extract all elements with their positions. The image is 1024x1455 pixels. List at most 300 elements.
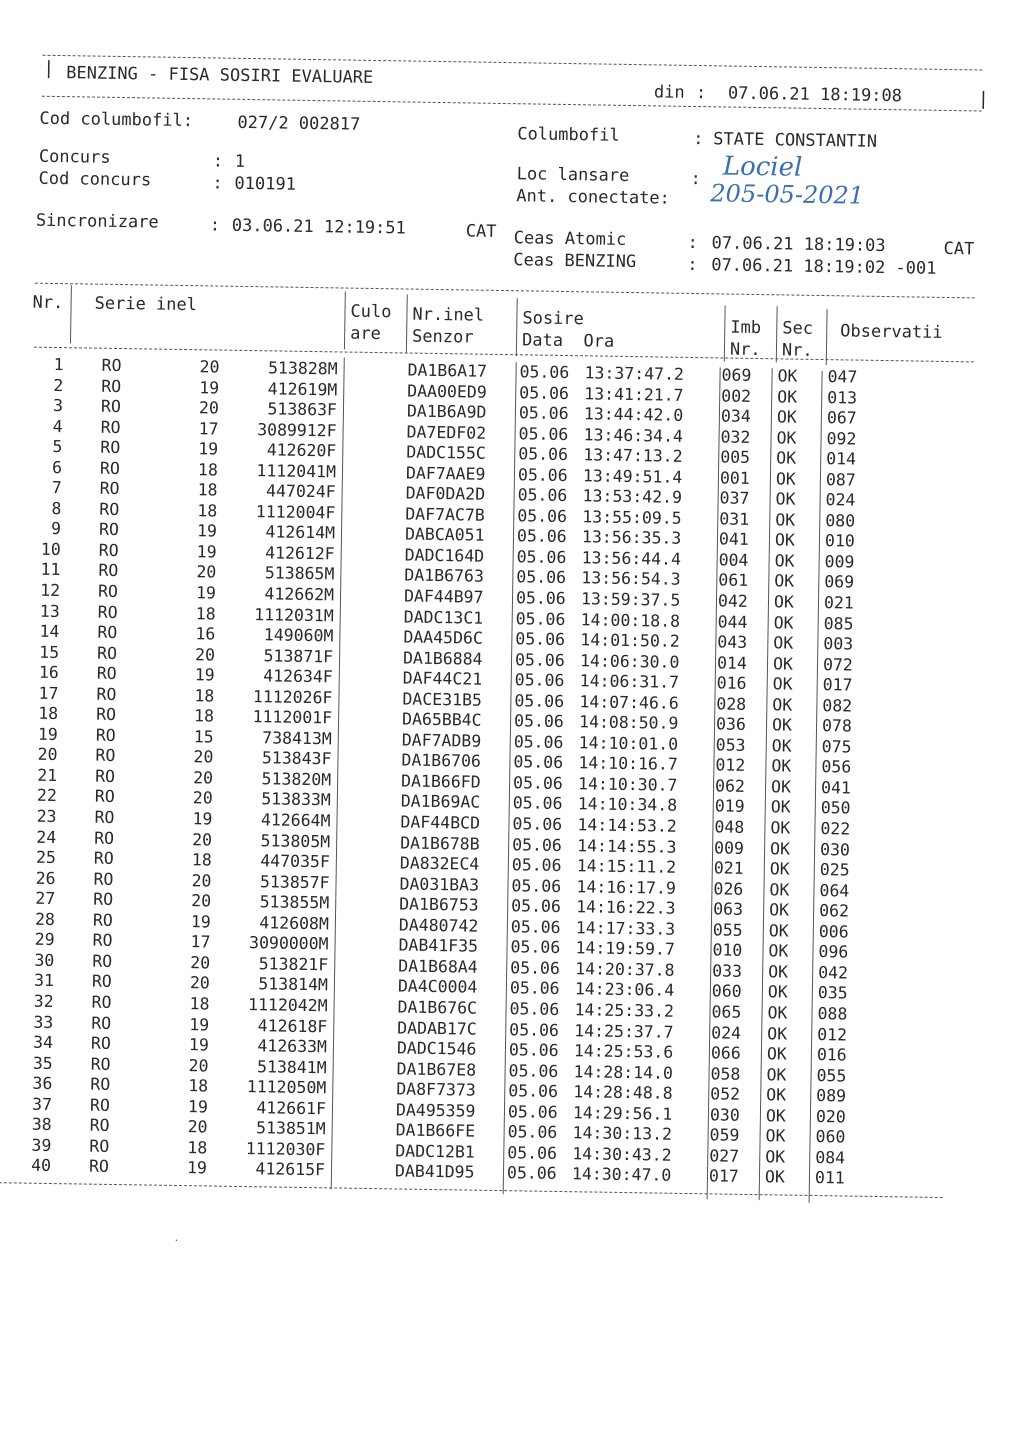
col-divider xyxy=(516,298,518,356)
arrival-time: 13:56:54.3 xyxy=(581,568,681,590)
arrival-date: 05.06 xyxy=(518,444,569,465)
col-divider xyxy=(344,292,346,350)
imb-number: 014 xyxy=(716,653,748,673)
ring-year: 20 xyxy=(187,1117,208,1137)
arrival-time: 14:16:17.9 xyxy=(576,876,676,898)
ring-number: 1112031M xyxy=(254,604,334,625)
ring-country: RO xyxy=(100,437,121,458)
ring-country: RO xyxy=(100,417,121,437)
ring-year: 18 xyxy=(197,480,218,500)
observatii-value: 075 xyxy=(821,736,852,757)
sensor-ring-id: DA1B676C xyxy=(397,997,478,1018)
imb-number: 042 xyxy=(717,591,748,611)
ring-number: 513828M xyxy=(267,358,338,379)
ring-country: RO xyxy=(96,643,118,663)
ring-number: 1112041M xyxy=(256,460,337,482)
imb-number: 041 xyxy=(718,529,749,550)
sensor-ring-id: DAF7AAE9 xyxy=(405,463,486,484)
cod-columbofil-label: Cod columbofil: xyxy=(39,108,194,132)
sensor-ring-id: DA4C0004 xyxy=(397,976,478,998)
sensor-ring-id: DADC155C xyxy=(406,442,486,463)
ring-year: 19 xyxy=(195,583,217,603)
ring-country: RO xyxy=(95,725,116,745)
observatii-value: 060 xyxy=(815,1127,846,1147)
row-number: 32 xyxy=(33,991,54,1011)
arrival-time: 14:16:22.3 xyxy=(576,897,676,919)
sec-status: OK xyxy=(769,879,790,900)
row-number: 8 xyxy=(51,498,62,518)
ring-number: 513820M xyxy=(261,769,332,790)
observatii-value: 056 xyxy=(821,757,852,777)
ring-number: 412662M xyxy=(264,584,335,605)
imb-number: 032 xyxy=(720,427,751,447)
ring-year: 20 xyxy=(189,973,210,993)
col-header-sosire-2: Data Ora xyxy=(521,330,615,352)
arrival-time: 14:25:33.2 xyxy=(574,1000,675,1021)
arrival-date: 05.06 xyxy=(516,547,567,567)
arrival-date: 05.06 xyxy=(516,526,567,547)
arrival-date: 05.06 xyxy=(511,875,562,896)
arrival-time: 14:23:06.4 xyxy=(574,979,675,1001)
arrival-time: 13:53:42.9 xyxy=(582,486,683,508)
ring-country: RO xyxy=(90,1054,111,1074)
sec-status: OK xyxy=(775,489,796,509)
sensor-ring-id: DAB41D95 xyxy=(394,1161,475,1182)
arrival-time: 14:30:13.2 xyxy=(572,1123,673,1145)
row-number: 40 xyxy=(31,1156,52,1176)
observatii-value: 017 xyxy=(822,675,853,695)
ring-year: 20 xyxy=(191,870,212,891)
ring-country: RO xyxy=(94,807,115,828)
ring-year: 20 xyxy=(190,953,211,973)
ring-year: 20 xyxy=(192,829,213,850)
imb-number: 061 xyxy=(718,570,749,591)
ring-country: RO xyxy=(95,746,116,766)
arrival-date: 05.06 xyxy=(510,937,561,958)
observatii-value: 084 xyxy=(815,1147,846,1168)
imb-number: 048 xyxy=(714,817,745,837)
print-date-label: din xyxy=(653,82,685,103)
print-date-value: 07.06.21 18:19:08 xyxy=(727,83,903,107)
arrival-time: 14:06:31.7 xyxy=(579,671,680,693)
ceas-atomic-value: 07.06.21 18:19:03 xyxy=(711,233,886,257)
sec-status: OK xyxy=(766,1085,787,1105)
arrival-date: 05.06 xyxy=(508,1060,559,1081)
row-number: 38 xyxy=(31,1114,52,1135)
ring-year: 18 xyxy=(188,1076,209,1096)
observatii-value: 082 xyxy=(822,695,853,716)
row-number: 3 xyxy=(52,396,64,416)
ant-conectate-handwritten: 205-05-2021 xyxy=(710,179,865,210)
imb-number: 069 xyxy=(721,365,752,385)
arrival-date: 05.06 xyxy=(509,1019,560,1040)
sensor-ring-id: DACE31B5 xyxy=(402,689,483,710)
header-left-bar: | xyxy=(43,57,55,79)
imb-number: 004 xyxy=(718,550,749,570)
sensor-ring-id: DAF44B97 xyxy=(403,586,484,607)
sincronizare-tz: CAT xyxy=(465,221,497,242)
columbofil-value: STATE CONSTANTIN xyxy=(713,129,878,152)
ring-number: 412633M xyxy=(257,1036,328,1057)
arrival-time: 14:29:56.1 xyxy=(572,1102,673,1124)
arrival-time: 14:19:59.7 xyxy=(575,938,676,960)
row-number: 39 xyxy=(31,1135,52,1155)
imb-number: 058 xyxy=(710,1063,741,1084)
observatii-value: 062 xyxy=(819,901,850,921)
ring-country: RO xyxy=(89,1095,111,1115)
arrival-date: 05.06 xyxy=(517,465,568,485)
ring-country: RO xyxy=(93,869,114,889)
ring-year: 17 xyxy=(198,418,219,439)
ring-year: 19 xyxy=(196,542,217,562)
sensor-ring-id: DABCA051 xyxy=(404,524,485,546)
sensor-ring-id: DA65BB4C xyxy=(401,709,482,731)
observatii-value: 006 xyxy=(818,921,849,942)
ring-year: 19 xyxy=(196,521,218,541)
sec-status: OK xyxy=(765,1126,786,1146)
sensor-ring-id: DADAB17C xyxy=(397,1017,477,1039)
observatii-value: 010 xyxy=(824,531,855,551)
ring-year: 20 xyxy=(192,788,213,808)
imb-number: 005 xyxy=(720,447,751,468)
ring-number: 513833M xyxy=(261,789,331,810)
col-divider xyxy=(776,306,778,362)
ring-year: 20 xyxy=(193,768,214,788)
col-header-sec-1: Sec xyxy=(782,318,814,339)
ring-year: 18 xyxy=(189,994,210,1014)
observatii-value: 088 xyxy=(817,1003,848,1024)
col-header-culoare-2: are xyxy=(350,323,382,345)
row-number: 30 xyxy=(34,950,55,970)
sensor-ring-id: DA1B6753 xyxy=(399,894,479,915)
col-header-culoare-1: Culo xyxy=(350,301,392,323)
ceas-atomic-tz: CAT xyxy=(943,238,975,260)
row-number: 14 xyxy=(39,621,60,642)
sec-status: OK xyxy=(776,407,797,427)
observatii-value: 069 xyxy=(824,572,855,593)
observatii-value: 072 xyxy=(822,654,853,675)
sensor-ring-id: DAF0DA2D xyxy=(405,483,486,505)
arrival-date: 05.06 xyxy=(508,1081,559,1102)
arrival-time: 13:59:37.5 xyxy=(580,589,681,610)
row-number: 18 xyxy=(38,704,59,724)
loc-lansare-label: Loc lansare xyxy=(516,164,630,186)
ring-country: RO xyxy=(97,581,119,602)
sensor-ring-id: DA1B6763 xyxy=(404,565,484,587)
arrival-date: 05.06 xyxy=(517,506,568,526)
observatii-value: 055 xyxy=(816,1065,847,1086)
sec-status: OK xyxy=(764,1167,785,1187)
ring-year: 16 xyxy=(195,624,216,644)
arrival-date: 05.06 xyxy=(515,608,566,629)
sensor-ring-id: DAF44C21 xyxy=(402,668,483,689)
arrival-time: 14:10:01.0 xyxy=(578,733,679,754)
imb-number: 026 xyxy=(713,879,744,899)
ring-year: 20 xyxy=(193,747,214,767)
ceas-benzing-colon: : xyxy=(687,254,698,276)
ring-country: RO xyxy=(89,1136,110,1156)
col-header-imb-1: Imb xyxy=(730,317,762,339)
arrival-time: 13:44:42.0 xyxy=(583,404,684,425)
observatii-value: 013 xyxy=(827,387,858,408)
ring-number: 513814M xyxy=(258,974,329,995)
document-title: BENZING - FISA SOSIRI EVALUARE xyxy=(66,63,374,88)
row-number: 12 xyxy=(40,580,61,601)
ring-country: RO xyxy=(96,704,117,725)
concurs-value: 1 xyxy=(234,151,246,172)
sec-status: OK xyxy=(767,1003,788,1023)
ring-number: 513843F xyxy=(261,748,332,769)
sec-status: OK xyxy=(775,510,796,530)
arrival-time: 14:10:34.8 xyxy=(577,794,678,816)
observatii-value: 078 xyxy=(821,716,853,736)
observatii-value: 003 xyxy=(823,634,854,654)
imb-number: 036 xyxy=(715,714,747,735)
sec-status: OK xyxy=(765,1147,786,1167)
imb-number: 059 xyxy=(709,1125,740,1146)
sensor-ring-id: DA1B66FE xyxy=(395,1120,476,1141)
ring-country: RO xyxy=(90,1074,111,1095)
row-number: 11 xyxy=(40,560,61,580)
sec-status: OK xyxy=(770,818,791,838)
row-number: 17 xyxy=(38,683,59,703)
ring-number: 1112004F xyxy=(255,501,336,523)
arrival-date: 05.06 xyxy=(516,567,567,588)
col-divider xyxy=(70,285,72,343)
ring-country: RO xyxy=(96,684,117,704)
ring-year: 19 xyxy=(188,1035,209,1055)
ant-conectate-label: Ant. conectate: xyxy=(516,186,671,209)
ring-number: 513855M xyxy=(259,892,330,913)
sensor-ring-id: DAA45D6C xyxy=(403,627,484,648)
row-number: 9 xyxy=(50,519,62,539)
arrivals-table-body xyxy=(19,355,992,1192)
imb-number: 052 xyxy=(710,1084,741,1104)
imb-number: 009 xyxy=(713,837,745,858)
row-number: 21 xyxy=(37,765,58,786)
concurs-colon: : xyxy=(212,151,224,172)
ring-country: RO xyxy=(91,972,112,992)
arrival-date: 05.06 xyxy=(512,773,563,793)
arrival-date: 05.06 xyxy=(507,1142,558,1163)
arrival-date: 05.06 xyxy=(509,999,560,1019)
ring-number: 412661F xyxy=(256,1097,327,1119)
observatii-value: 030 xyxy=(819,839,851,860)
ring-year: 20 xyxy=(194,644,216,665)
arrival-time: 14:25:37.7 xyxy=(574,1020,674,1042)
imb-number: 055 xyxy=(712,920,743,940)
ring-country: RO xyxy=(101,376,122,396)
sec-status: OK xyxy=(765,1105,786,1126)
sec-status: OK xyxy=(772,695,793,715)
ring-country: RO xyxy=(93,889,114,910)
col-header-nr-inel-2: Senzor xyxy=(411,326,474,348)
sec-status: OK xyxy=(774,571,795,592)
observatii-value: 014 xyxy=(826,449,857,469)
arrival-date: 05.06 xyxy=(513,752,564,773)
arrival-time: 14:10:16.7 xyxy=(578,753,678,775)
sensor-ring-id: DA1B6A17 xyxy=(407,360,488,381)
imb-number: 034 xyxy=(720,406,751,427)
arrival-time: 14:10:30.7 xyxy=(577,774,678,795)
observatii-value: 067 xyxy=(826,408,857,428)
row-number: 25 xyxy=(35,847,57,868)
sensor-ring-id: DA1B69AC xyxy=(400,791,481,813)
sensor-ring-id: DAF7AC7B xyxy=(405,504,485,525)
scan-speck: · xyxy=(173,1235,179,1246)
ring-number: 1112026F xyxy=(252,686,333,708)
ring-number: 513865M xyxy=(264,563,335,584)
cod-concurs-value: 010191 xyxy=(234,173,297,195)
ring-country: RO xyxy=(98,540,119,560)
arrival-time: 14:00:18.8 xyxy=(580,609,681,631)
observatii-value: 011 xyxy=(814,1168,845,1188)
sec-status: OK xyxy=(774,530,795,550)
arrival-time: 14:17:33.3 xyxy=(575,917,676,939)
row-number: 24 xyxy=(36,827,57,847)
sec-status: OK xyxy=(770,797,791,818)
ring-country: RO xyxy=(97,622,118,643)
arrival-time: 13:56:44.4 xyxy=(581,548,682,569)
imb-number: 043 xyxy=(717,632,748,652)
arrival-date: 05.06 xyxy=(515,629,566,650)
sec-status: OK xyxy=(776,448,797,468)
ring-country: RO xyxy=(100,396,122,417)
ring-number: 412618F xyxy=(257,1015,328,1036)
ring-year: 19 xyxy=(192,809,213,829)
sec-status: OK xyxy=(773,592,795,612)
ring-year: 18 xyxy=(194,685,215,706)
ring-country: RO xyxy=(90,1033,112,1053)
arrival-time: 14:15:11.2 xyxy=(576,856,677,877)
concurs-label: Concurs xyxy=(38,146,111,168)
arrival-date: 05.06 xyxy=(515,588,566,609)
observatii-value: 085 xyxy=(823,613,854,634)
arrival-time: 14:08:50.9 xyxy=(578,712,679,734)
imb-number: 063 xyxy=(713,899,744,920)
ring-country: RO xyxy=(92,930,113,951)
ring-year: 19 xyxy=(198,439,219,459)
ring-number: 412634F xyxy=(263,666,333,687)
arrival-date: 05.06 xyxy=(519,362,570,383)
observatii-value: 009 xyxy=(824,552,855,572)
ring-number: 412619M xyxy=(267,378,338,399)
arrival-date: 05.06 xyxy=(514,670,565,691)
ring-country: RO xyxy=(94,787,115,807)
arrival-time: 14:01:50.2 xyxy=(580,630,680,651)
arrival-date: 05.06 xyxy=(514,649,565,670)
arrival-date: 05.06 xyxy=(512,793,563,814)
ring-number: 3089912F xyxy=(257,419,337,441)
observatii-value: 016 xyxy=(816,1045,847,1065)
col-header-serie-inel: Serie inel xyxy=(94,293,198,316)
arrival-date: 05.06 xyxy=(508,1040,559,1061)
sec-status: OK xyxy=(773,633,794,653)
sensor-ring-id: DADC13C1 xyxy=(403,607,484,628)
ring-year: 15 xyxy=(193,727,214,747)
observatii-value: 035 xyxy=(817,983,848,1003)
arrival-date: 05.06 xyxy=(518,403,569,424)
loc-lansare-colon: : xyxy=(690,168,702,190)
ring-country: RO xyxy=(96,663,117,684)
imb-number: 010 xyxy=(712,940,743,961)
col-header-sosire-1: Sosire xyxy=(522,308,584,330)
ceas-benzing-value: 07.06.21 18:19:02 -001 xyxy=(711,255,937,279)
sec-status: OK xyxy=(769,900,790,920)
sensor-ring-id: DA8F7373 xyxy=(396,1079,476,1100)
imb-number: 001 xyxy=(719,468,750,488)
row-number: 31 xyxy=(33,971,55,991)
arrival-time: 14:30:43.2 xyxy=(572,1143,672,1165)
col-divider xyxy=(826,309,828,365)
ring-year: 18 xyxy=(191,850,212,870)
row-number: 26 xyxy=(35,868,56,888)
sec-status: OK xyxy=(768,941,789,961)
ring-number: 412615F xyxy=(255,1159,326,1180)
sec-status: OK xyxy=(769,859,790,879)
imb-number: 033 xyxy=(712,961,743,981)
arrival-time: 14:28:14.0 xyxy=(573,1061,674,1083)
ring-country: RO xyxy=(91,992,112,1012)
row-number: 28 xyxy=(34,909,56,929)
arrival-time: 14:25:53.6 xyxy=(573,1041,674,1062)
sensor-ring-id: DADC1546 xyxy=(396,1038,477,1059)
sensor-ring-id: DA031BA3 xyxy=(399,874,480,895)
ring-number: 1112042M xyxy=(247,995,328,1016)
ceas-benzing-label: Ceas BENZING xyxy=(513,250,637,273)
observatii-value: 064 xyxy=(819,880,850,901)
ring-year: 19 xyxy=(194,665,215,685)
observatii-value: 041 xyxy=(820,778,852,798)
imb-number: 030 xyxy=(709,1105,740,1125)
arrival-date: 05.06 xyxy=(518,423,569,444)
sensor-ring-id: DA832EC4 xyxy=(399,853,480,874)
ring-country: RO xyxy=(95,766,116,786)
row-number: 36 xyxy=(32,1073,53,1094)
columbofil-label: Columbofil xyxy=(517,124,620,146)
ring-year: 19 xyxy=(186,1158,208,1178)
arrival-time: 13:46:34.4 xyxy=(583,424,684,446)
col-header-imb-2: Nr. xyxy=(729,339,761,361)
row-number: 34 xyxy=(32,1032,54,1053)
ring-number: 513805M xyxy=(260,830,331,851)
row-number: 6 xyxy=(51,457,63,477)
sec-status: OK xyxy=(771,715,793,735)
ring-country: RO xyxy=(98,520,120,540)
row-number: 15 xyxy=(39,642,60,662)
sensor-ring-id: DA7EDF02 xyxy=(406,422,487,443)
loc-lansare-handwritten: Lociel xyxy=(722,151,803,183)
sec-status: OK xyxy=(776,427,797,448)
sec-status: OK xyxy=(767,982,788,1002)
arrival-date: 05.06 xyxy=(507,1101,558,1122)
ring-number: 513851M xyxy=(255,1118,326,1139)
imb-number: 024 xyxy=(711,1022,742,1043)
sec-status: OK xyxy=(766,1044,787,1064)
sec-status: OK xyxy=(768,921,789,941)
observatii-value: 089 xyxy=(816,1086,847,1106)
ring-year: 18 xyxy=(197,459,219,480)
row-number: 23 xyxy=(36,806,57,827)
row-number: 1 xyxy=(53,354,64,375)
ring-country: RO xyxy=(99,458,121,478)
imb-number: 012 xyxy=(715,755,746,776)
sensor-ring-id: DA1B6884 xyxy=(402,648,483,669)
observatii-value: 012 xyxy=(817,1024,848,1045)
ring-number: 412608M xyxy=(259,913,330,934)
observatii-value: 024 xyxy=(825,490,856,510)
observatii-value: 047 xyxy=(827,367,858,387)
